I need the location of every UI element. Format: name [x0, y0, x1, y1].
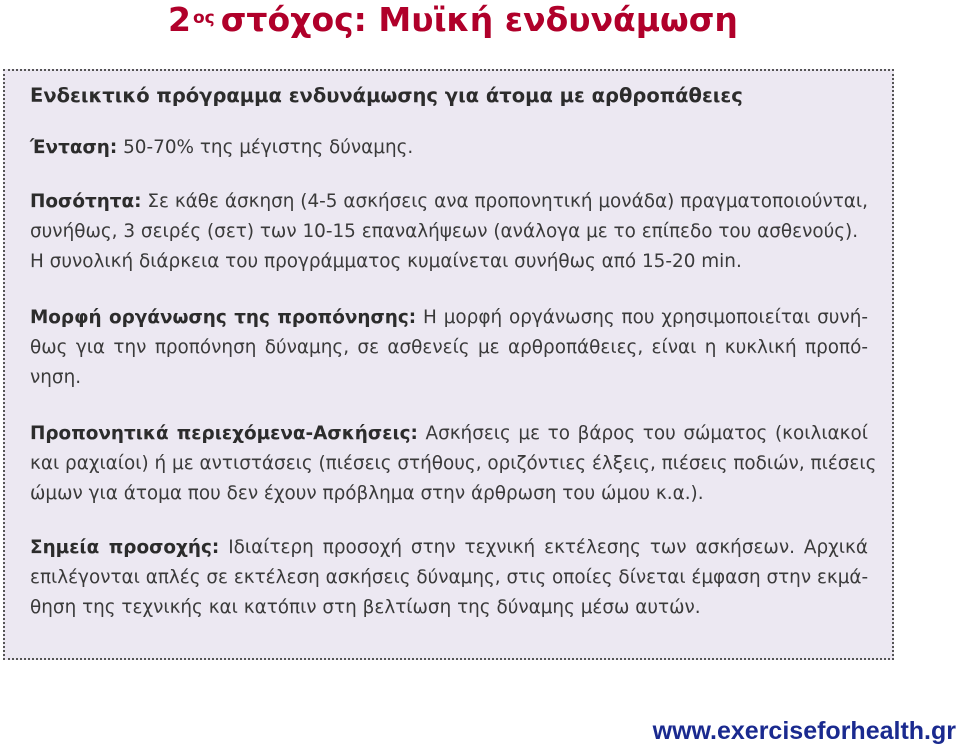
- organization-text-line-2: θως για την προπόνηση δύναμης, σε ασθενείς με αρθροπάθειες, είναι η κυκλική προπό-: [30, 337, 868, 358]
- title-text: στόχος: Μυϊκή ενδυνάμωση: [220, 0, 738, 39]
- organization-label: Μορφή οργάνωσης της προπόνησης:: [30, 307, 417, 328]
- content-text-line-1: Ασκήσεις με το βάρος του σώματος (κοιλιακοί: [425, 423, 868, 444]
- cautions-label: Σημεία προσοχής:: [30, 537, 220, 558]
- box-heading: Ενδεικτικό πρόγραμμα ενδυνάμωσης για άτομα με αρθροπάθειες: [30, 84, 743, 107]
- slide-title: [168, 0, 738, 40]
- quantity-text-line-3: Η συνολική διάρκεια του προγράμματος κυμαίνεται συνήθως από 15-20 min.: [30, 251, 742, 272]
- quantity-text-line-1: Σε κάθε άσκηση (4-5 ασκήσεις ανα προπονητική μονάδα) πραγματοποιούνται,: [147, 191, 868, 212]
- content-paragraph: [30, 419, 877, 509]
- cautions-text-line-3: θηση της τεχνικής και κατόπιν στη βελτίωση της δύναμης μέσω αυτών.: [30, 597, 701, 618]
- title-number: 2: [168, 0, 191, 39]
- intensity-label: Ένταση:: [30, 137, 118, 158]
- quantity-label: Ποσότητα:: [30, 191, 142, 212]
- content-text-line-3: ώμων για άτομα που δεν έχουν πρόβλημα στην άρθρωση του ώμου κ.α.).: [30, 483, 704, 504]
- cautions-paragraph: [30, 533, 868, 623]
- content-text-line-2: και ραχιαίοι) ή με αντιστάσεις (πιέσεις στήθους, οριζόντιες έλξεις, πιέσεις ποδιών, πιέσεις: [30, 453, 877, 474]
- program-box: [3, 69, 894, 660]
- cautions-text-line-2: επιλέγονται απλές σε εκτέλεση ασκήσεις δύναμης, στις οποίες δίνεται έμφαση στην εκμά-: [30, 567, 869, 588]
- organization-text-line-1: Η μορφή οργάνωσης που χρησιμοποιείται συνή-: [423, 307, 868, 328]
- cautions-text-line-1: Ιδιαίτερη προσοχή στην τεχνική εκτέλεσης των ασκήσεων. Αρχικά: [228, 537, 868, 558]
- quantity-text-line-2: συνήθως, 3 σειρές (σετ) των 10-15 επαναλήψεων (ανάλογα με το επίπεδο του ασθενούς).: [30, 221, 859, 242]
- intensity-text: 50-70% της μέγιστης δύναμης.: [123, 137, 414, 158]
- quantity-paragraph: [30, 187, 868, 277]
- title-superscript: ος: [192, 8, 215, 28]
- intensity-paragraph: [30, 133, 868, 163]
- footer-website-url[interactable]: www.exerciseforhealth.gr: [652, 717, 956, 745]
- organization-paragraph: [30, 303, 868, 393]
- content-label: Προπονητικά περιεχόμενα-Ασκήσεις:: [30, 423, 418, 444]
- organization-text-line-3: νηση.: [30, 367, 82, 388]
